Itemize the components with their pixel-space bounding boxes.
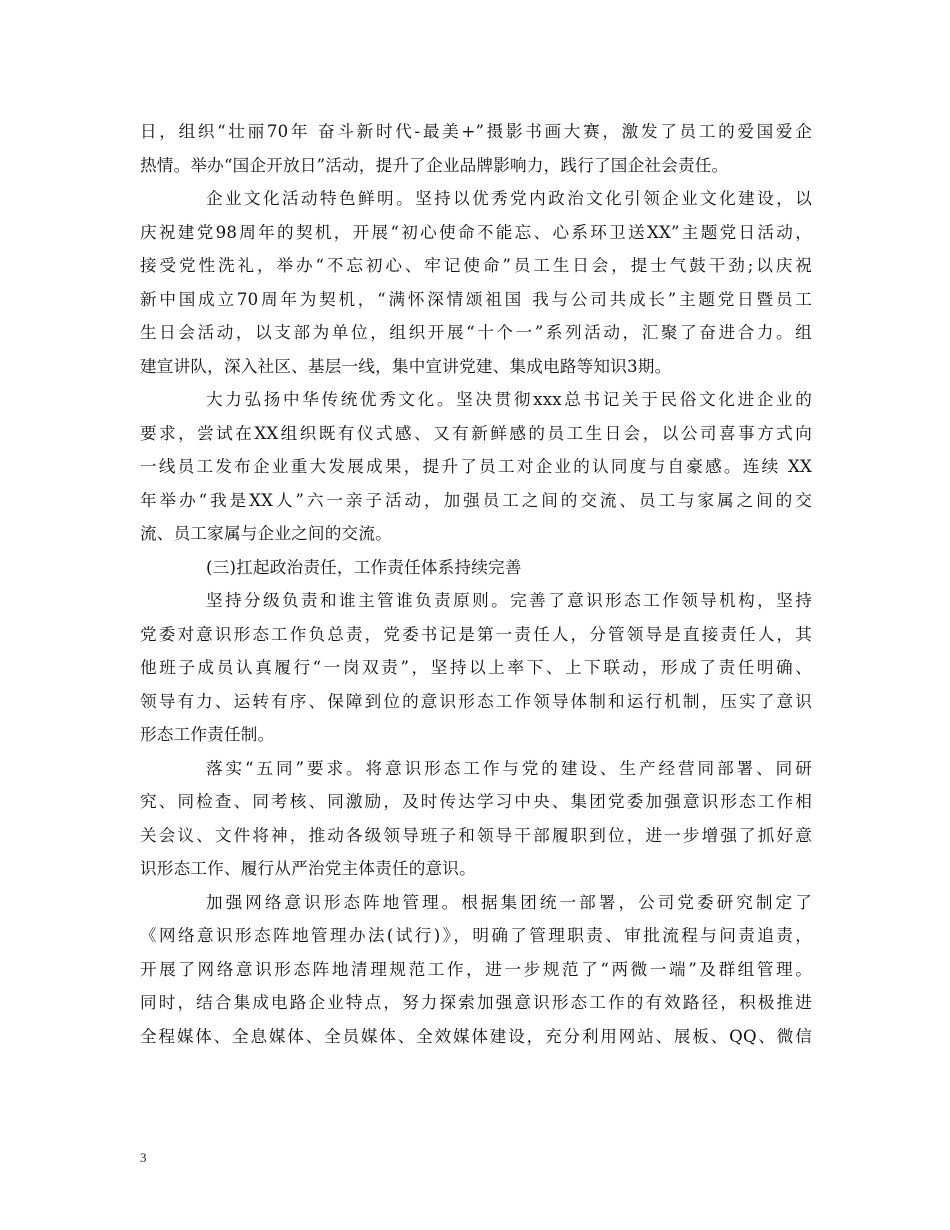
text-line: 年举办“我是XX人”六一亲子活动，加强员工之间的交流、员工与家属之间的交 — [140, 490, 812, 510]
text-line: 《网络意识形态阵地管理办法(试行)》，明确了管理职责、审批流程与问责追责， — [140, 926, 812, 945]
text-line: 关会议、文件将神，推动各级领导班子和领导干部履职到位，进一步增强了抓好意 — [140, 825, 812, 845]
text-line: 坚持分级负责和谁主管谁负责原则。完善了意识形态工作领导机构，坚持 — [206, 591, 812, 610]
text-line: 企业文化活动特色鲜明。坚持以优秀党内政治文化引领企业文化建设，以 — [206, 189, 812, 208]
text-line: 生日会活动，以支部为单位，组织开展“十个一”系列活动，汇聚了奋进合力。组 — [140, 323, 812, 342]
text-line: 领导有力、运转有序、保障到位的意识形态工作领导体制和运行机制，压实了意识 — [140, 691, 812, 711]
text-line: 流、员工家属与企业之间的交流。 — [140, 524, 392, 543]
text-line: 他班子成员认真履行“一岗双责”，坚持以上率下、上下联动，形成了责任明确、 — [140, 658, 812, 677]
document-body — [140, 115, 812, 1053]
text-line: 党委对意识形态工作负总责，党委书记是第一责任人，分管领导是直接责任人，其 — [140, 624, 812, 644]
text-line: 新中国成立70周年为契机，“满怀深情颂祖国 我与公司共成长”主题党日暨员工 — [140, 289, 812, 309]
text-line: 究、同检查、同考核、同激励，及时传达学习中央、集团党委加强意识形态工作相 — [140, 792, 812, 811]
text-line: 热情。举办“国企开放日”活动，提升了企业品牌影响力，践行了国企社会责任。 — [140, 155, 729, 175]
text-line: 全程媒体、全息媒体、全员媒体、全效媒体建设，充分利用网站、展板、QQ、微信 — [140, 1026, 812, 1046]
text-line: 落实“五同”要求。将意识形态工作与党的建设、生产经营同部署、同研 — [206, 758, 812, 778]
text-line: 建宣讲队，深入社区、基层一线，集中宣讲党建、集成电路等知识3期。 — [140, 356, 672, 376]
text-line: 接受党性洗礼，举办“不忘初心、牢记使命”员工生日会，提士气鼓干劲;以庆祝 — [140, 256, 812, 275]
text-line: 开展了网络意识形态阵地清理规范工作，进一步规范了“两微一端”及群组管理。 — [140, 959, 812, 979]
text-line: 加强网络意识形态阵地管理。根据集团统一部署，公司党委研究制定了 — [206, 892, 812, 912]
text-line: 一线员工发布企业重大发展成果，提升了员工对企业的认同度与自豪感。连续 XX — [140, 457, 812, 476]
text-line: 日，组织“壮丽70年 奋斗新时代-最美+”摄影书画大赛，激发了员工的爱国爱企 — [140, 122, 812, 141]
page-number: 3 — [140, 1150, 147, 1165]
text-line: 庆祝建党98周年的契机，开展“初心使命不能忘、心系环卫送XX”主题党日活动， — [140, 222, 812, 242]
text-line: (三)扛起政治责任，工作责任体系持续完善 — [206, 557, 522, 577]
text-line: 要求，尝试在XX组织既有仪式感、又有新鲜感的员工生日会，以公司喜事方式向 — [140, 423, 812, 443]
text-line: 识形态工作、履行从严治党主体责任的意识。 — [140, 859, 476, 878]
text-line: 大力弘扬中华传统优秀文化。坚决贯彻xxx总书记关于民俗文化进企业的 — [206, 390, 812, 409]
text-line: 同时，结合集成电路企业特点，努力探索加强意识形态工作的有效路径，积极推进 — [140, 993, 812, 1012]
text-line: 形态工作责任制。 — [140, 725, 275, 744]
